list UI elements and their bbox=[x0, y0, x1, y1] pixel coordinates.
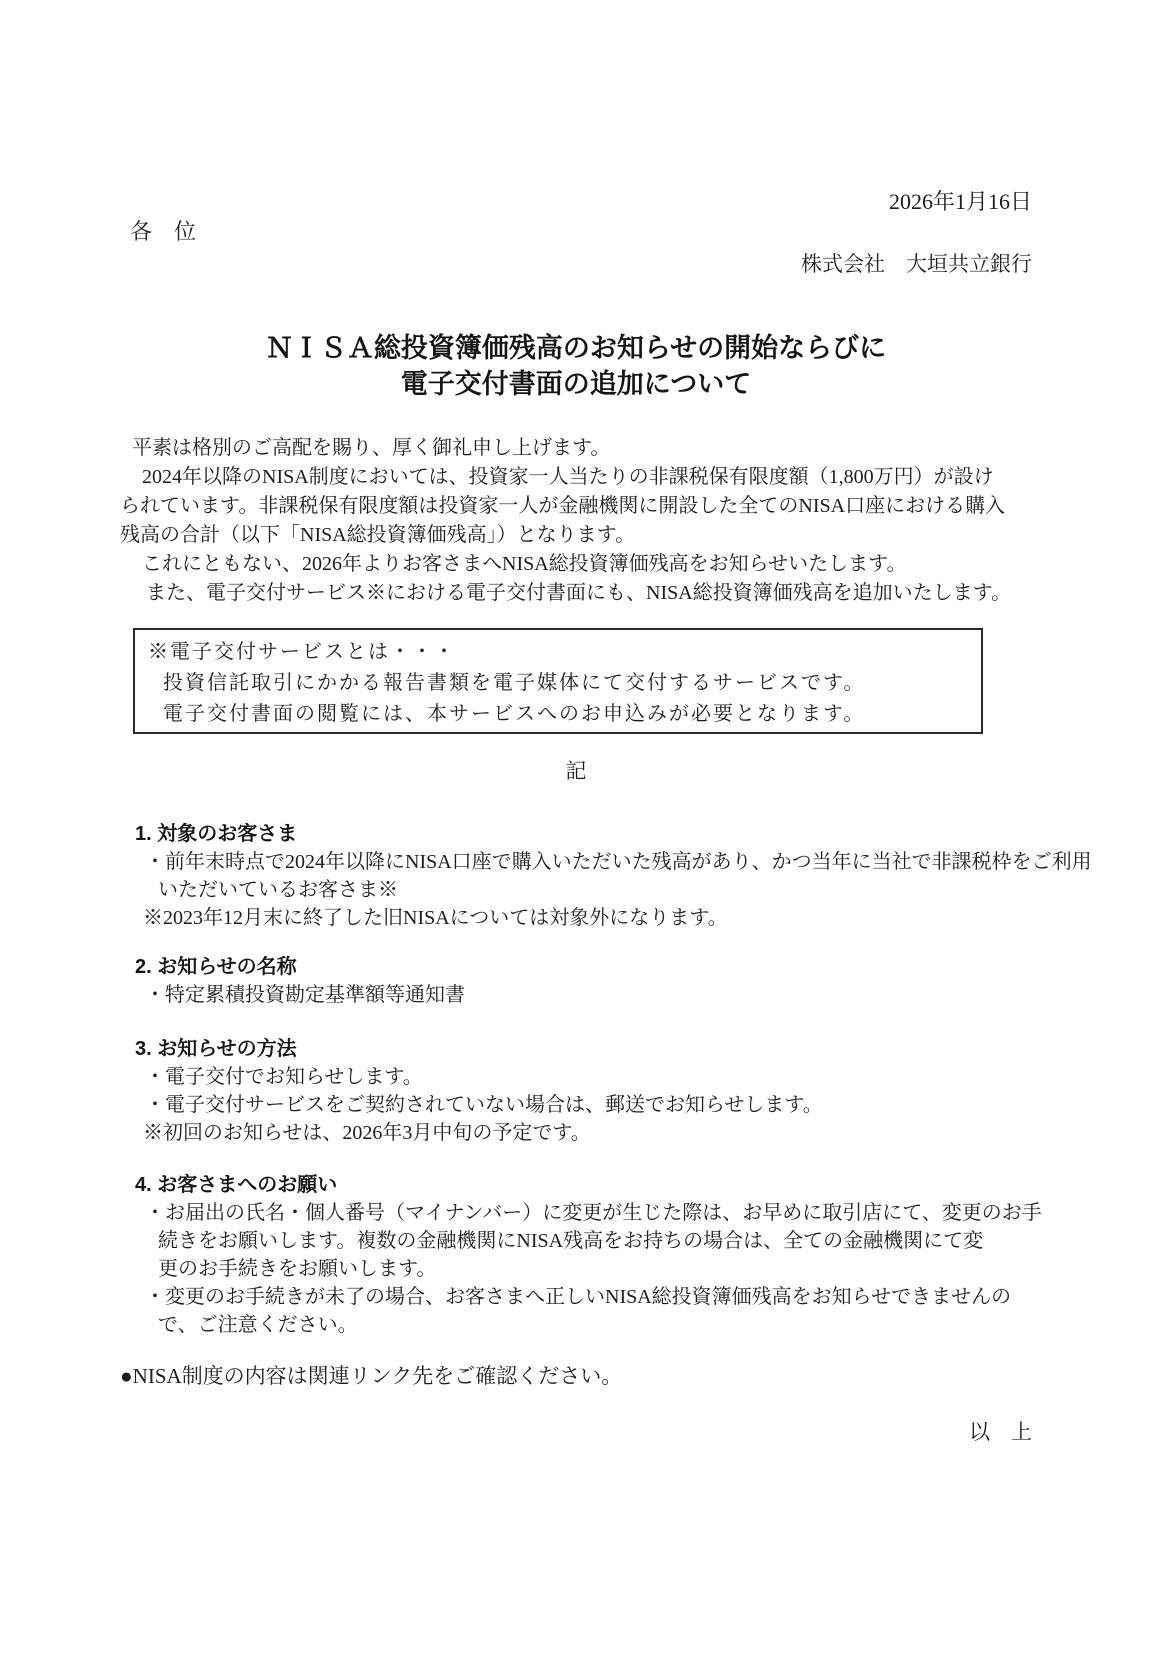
section-1-line-2: いただいているお客さま※ bbox=[158, 879, 398, 901]
company-name: 株式会社 大垣共立銀行 bbox=[801, 252, 1032, 276]
note-box-line-3: 電子交付書面の閲覧には、本サービスへのお申込みが必要となります。 bbox=[163, 703, 866, 725]
document-date: 2026年1月16日 bbox=[888, 189, 1032, 214]
e-delivery-addition-line: また、電子交付サービス※における電子交付書面にも、NISA総投資簿価残高を追加いたします。 bbox=[146, 582, 1012, 604]
section-2-line-1: ・特定累積投資勘定基準額等通知書 bbox=[145, 984, 465, 1006]
note-box-line-1: ※電子交付サービスとは・・・ bbox=[148, 641, 456, 663]
section-3-heading: 3. お知らせの方法 bbox=[135, 1038, 297, 1060]
title-line-1: ＮＩＳＡ総投資簿価残高のお知らせの開始ならびに bbox=[265, 333, 887, 363]
nisa-limit-line-2: られています。非課税保有限度額は投資家一人が金融機関に開設した全てのNISA口座における購入 bbox=[120, 495, 1006, 517]
note-box-line-2: 投資信託取引にかかる報告書類を電子媒体にて交付するサービスです。 bbox=[163, 672, 866, 694]
section-3-note: ※初回のお知らせは、2026年3月中旬の予定です。 bbox=[143, 1122, 591, 1144]
e-delivery-note-box bbox=[133, 628, 983, 734]
section-4-line-4: ・変更のお手続きが未了の場合、お客さまへ正しいNISA総投資簿価残高をお知らせできませんの bbox=[145, 1286, 1012, 1308]
document-title bbox=[120, 330, 1032, 402]
section-3-line-1: ・電子交付でお知らせします。 bbox=[145, 1066, 423, 1088]
addressee: 各 位 bbox=[130, 219, 197, 244]
section-1-heading: 1. 対象のお客さま bbox=[135, 823, 298, 845]
closing-mark: 以 上 bbox=[969, 1420, 1032, 1444]
section-1-line-1: ・前年末時点で2024年以降にNISA口座で購入いただいた残高があり、かつ当年に当社で非課税枠をご利用 bbox=[145, 851, 1092, 873]
related-link-note: ●NISA制度の内容は関連リンク先をご確認ください。 bbox=[120, 1364, 623, 1388]
title-line-2: 電子交付書面の追加について bbox=[400, 369, 752, 399]
nisa-limit-line-1: 2024年以降のNISA制度においては、投資家一人当たりの非課税保有限度額（1,800万円）が設け bbox=[142, 466, 994, 488]
section-notice-method bbox=[120, 1035, 1032, 1147]
nisa-limit-line-3: 残高の合計（以下「NISA総投資簿価残高」）となります。 bbox=[120, 524, 636, 546]
section-4-line-1: ・お届出の氏名・個人番号（マイナンバー）に変更が生じた際は、お早めに取引店にて、変更のお手 bbox=[145, 1202, 1042, 1224]
section-4-line-2: 続きをお願いします。複数の金融機関にNISA残高をお持ちの場合は、全ての金融機関にて変 bbox=[158, 1230, 984, 1252]
greeting-line: 平素は格別のご高配を賜り、厚く御礼申し上げます。 bbox=[132, 437, 611, 459]
section-target-customers bbox=[120, 820, 1092, 932]
record-mark: 記 bbox=[565, 759, 587, 783]
section-1-note: ※2023年12月末に終了した旧NISAについては対象外になります。 bbox=[143, 907, 728, 929]
notice-start-line: これにともない、2026年よりお客さまへNISA総投資簿価残高をお知らせいたします。 bbox=[142, 553, 907, 575]
section-4-line-3: 更のお手続きをお願いします。 bbox=[158, 1258, 437, 1280]
section-4-line-5: で、ご注意ください。 bbox=[158, 1314, 358, 1336]
section-customer-request bbox=[120, 1171, 1042, 1339]
section-3-line-2: ・電子交付サービスをご契約されていない場合は、郵送でお知らせします。 bbox=[145, 1094, 823, 1116]
intro-paragraphs bbox=[120, 434, 1032, 608]
section-4-heading: 4. お客さまへのお願い bbox=[135, 1174, 338, 1196]
section-2-heading: 2. お知らせの名称 bbox=[135, 956, 297, 978]
section-notice-name bbox=[120, 953, 1032, 1009]
